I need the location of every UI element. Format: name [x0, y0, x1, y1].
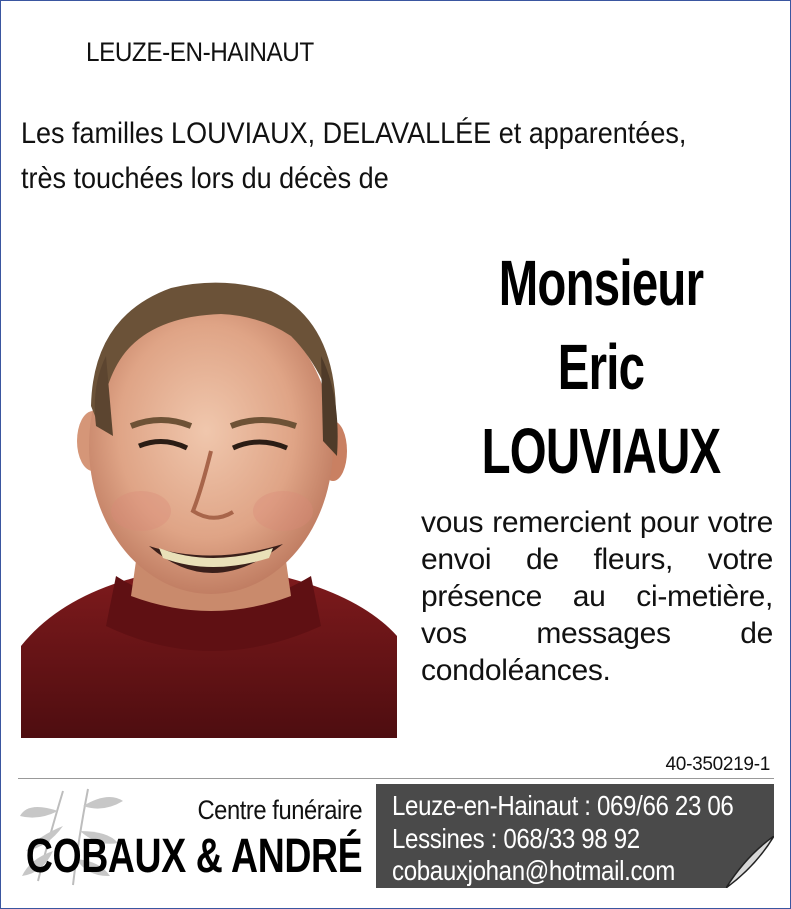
contact-panel	[376, 784, 774, 888]
intro-line-1: Les familles LOUVIAUX, DELAVALLÉE et apparentées,	[21, 117, 687, 150]
funeral-home-brand	[18, 779, 376, 889]
deceased-title: Monsieur	[498, 247, 704, 319]
intro-line-2: très touchées lors du décès de	[21, 162, 389, 195]
contact-lessines-phone: Lessines : 068/33 98 92	[392, 823, 640, 854]
portrait-illustration	[21, 276, 397, 738]
city-heading: LEUZE-EN-HAINAUT	[86, 37, 314, 67]
deceased-last-name: LOUVIAUX	[481, 415, 721, 487]
page-curl-icon	[726, 836, 774, 888]
thank-you-message: vous remercient pour votre envoi de fleurs, votre présence au ci-metière, vos messages de condoléances.	[421, 506, 773, 687]
reference-number: 40-350219-1	[665, 754, 770, 775]
portrait-photo	[21, 276, 397, 738]
contact-leuze-phone: Leuze-en-Hainaut : 069/66 23 06	[392, 790, 734, 821]
deceased-name	[431, 241, 771, 493]
intro-text	[21, 111, 705, 201]
center-label: Centre funéraire	[197, 795, 362, 825]
deceased-first-name: Eric	[557, 331, 645, 403]
company-name: COBAUX & ANDRÉ	[25, 830, 362, 883]
contact-email: cobauxjohan@hotmail.com	[392, 855, 675, 886]
funeral-home-banner	[18, 778, 774, 889]
